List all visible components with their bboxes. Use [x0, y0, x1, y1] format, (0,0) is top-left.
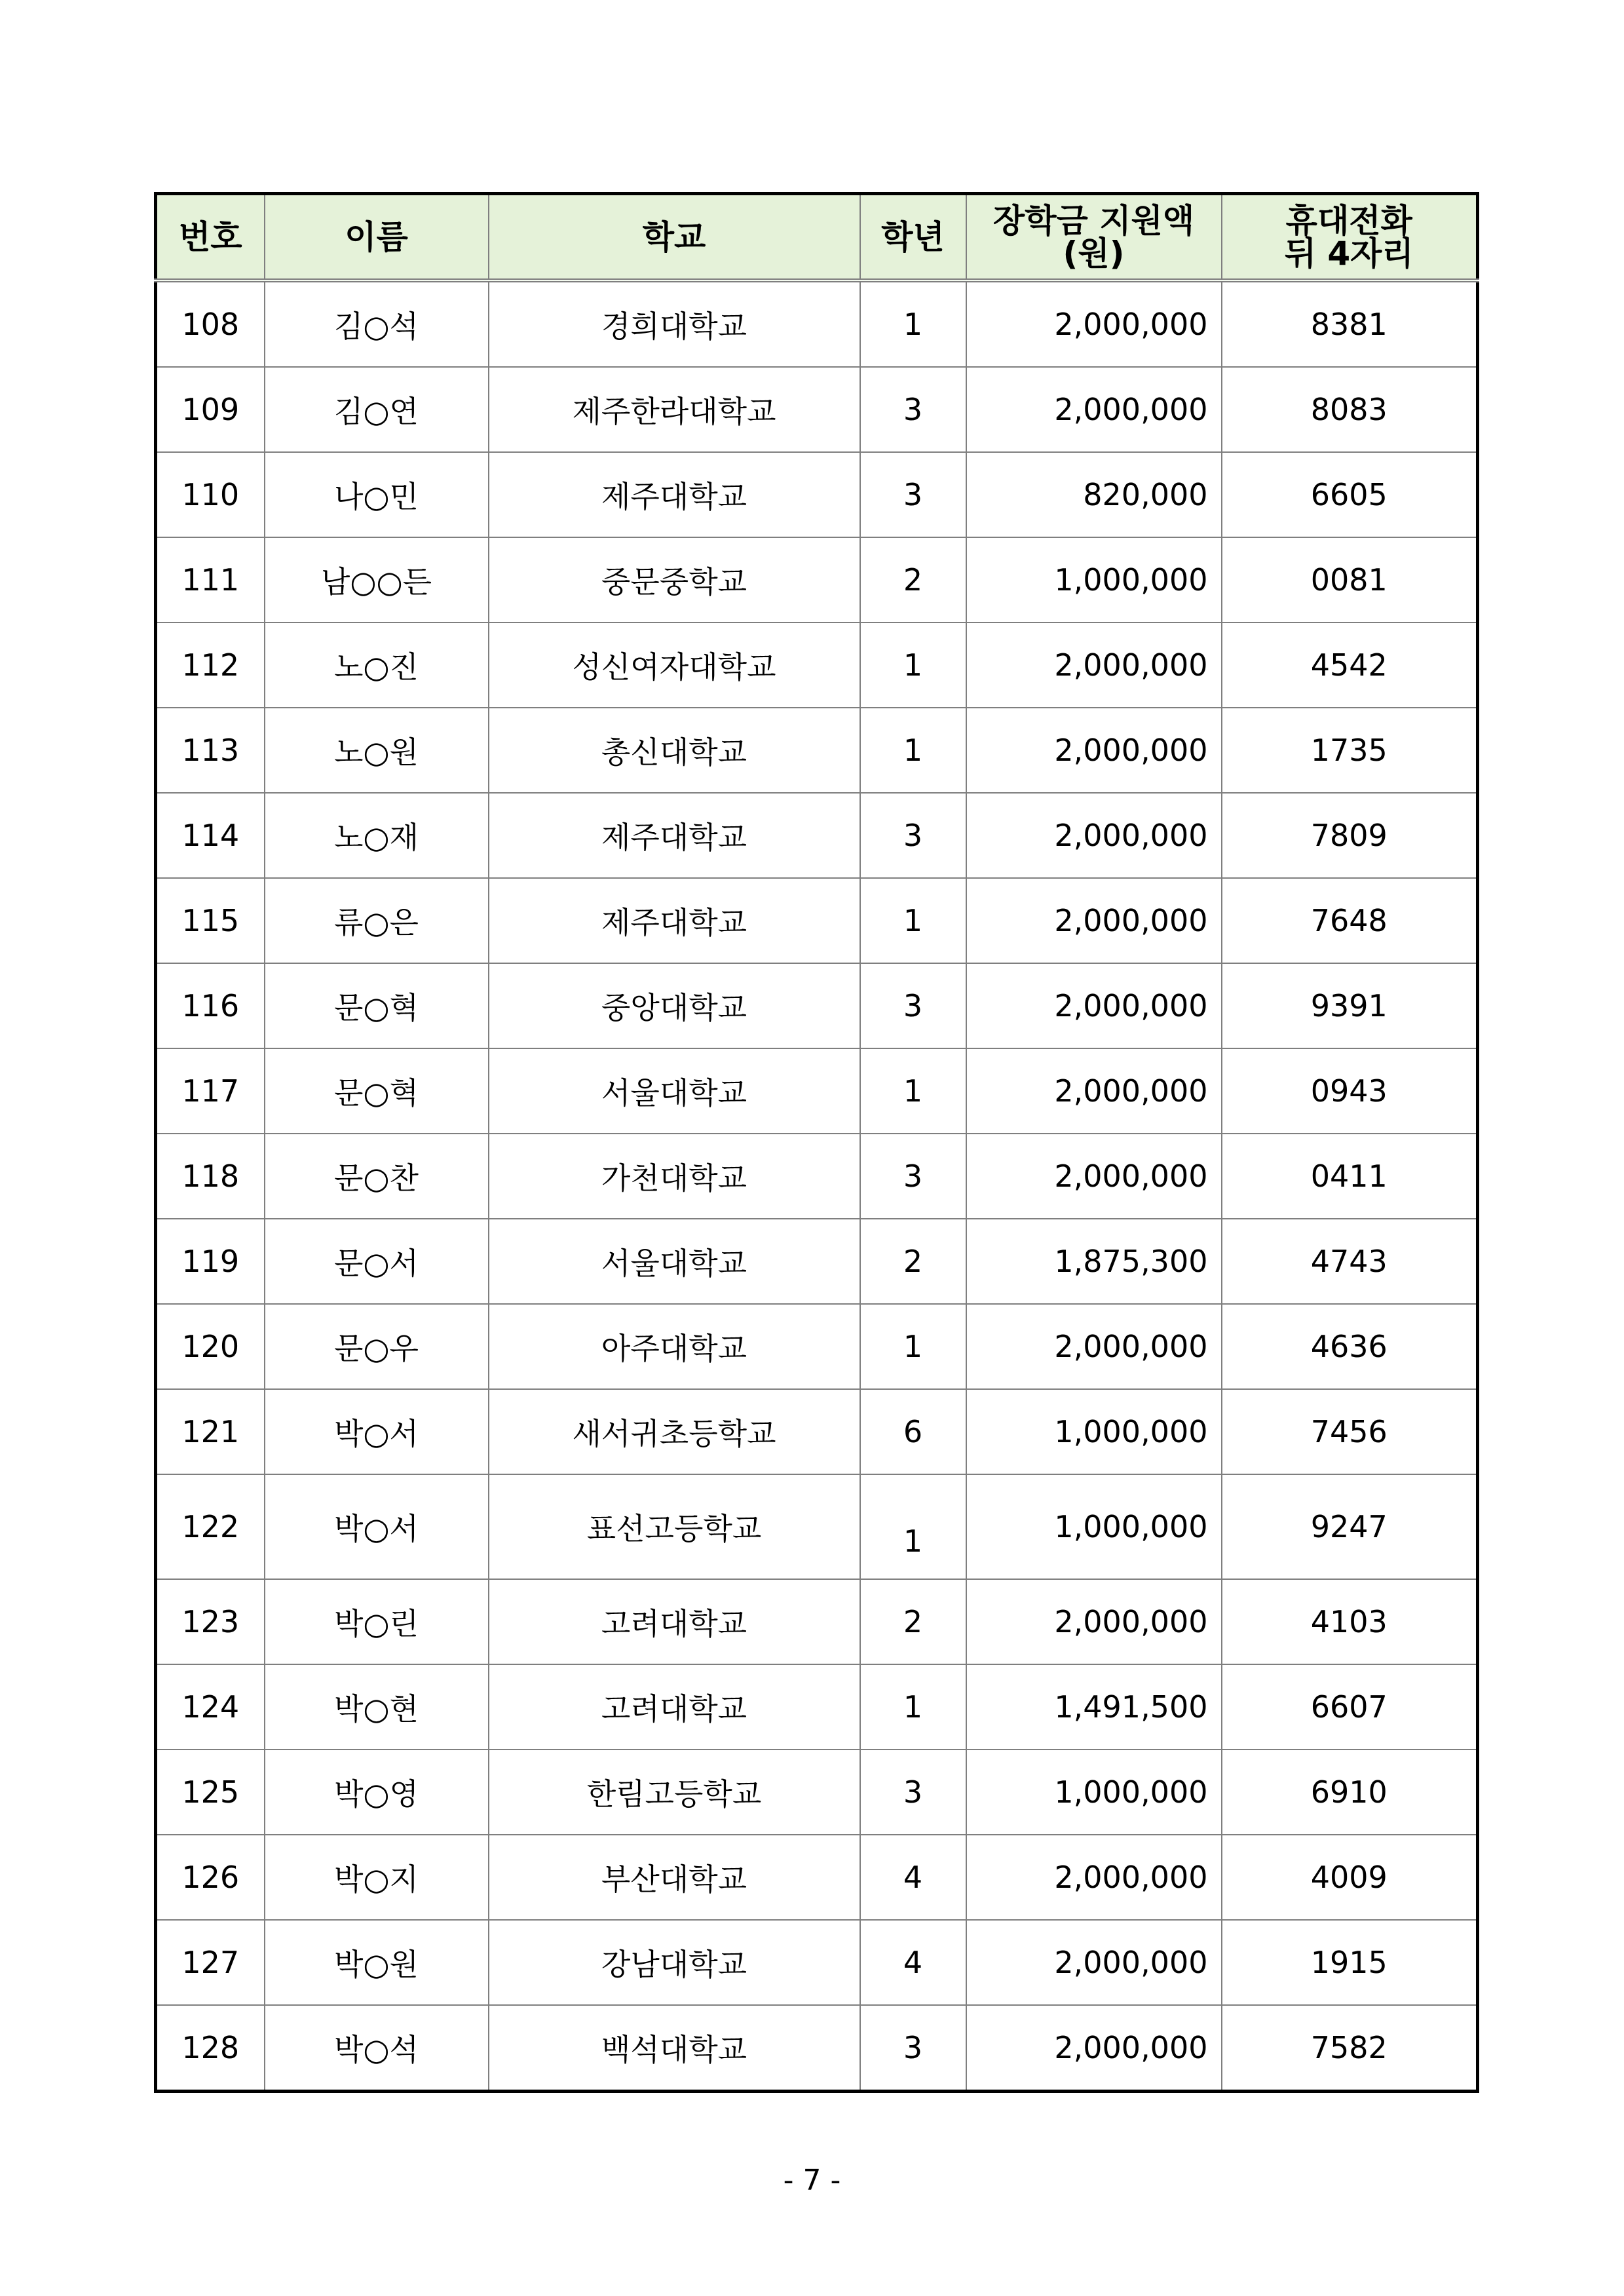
cell-no: 115: [156, 878, 265, 963]
table-row: [156, 1750, 1478, 1835]
scholarship-table: [154, 192, 1479, 2093]
cell-name: 김○연: [265, 367, 489, 452]
cell-grade: 1: [860, 878, 966, 963]
cell-name: 김○석: [265, 280, 489, 367]
cell-no: 121: [156, 1389, 265, 1474]
table-row: [156, 878, 1478, 963]
cell-no: 108: [156, 280, 265, 367]
cell-no: 120: [156, 1304, 265, 1389]
cell-no: 127: [156, 1920, 265, 2005]
cell-grade: 3: [860, 2005, 966, 2092]
cell-amount: 1,000,000: [966, 1389, 1222, 1474]
cell-grade: 1: [860, 280, 966, 367]
cell-grade: 1: [860, 1474, 966, 1579]
cell-name: 문○우: [265, 1304, 489, 1389]
cell-school: 제주대학교: [489, 878, 860, 963]
cell-name: 남○○든: [265, 537, 489, 622]
cell-phone: 1735: [1222, 708, 1478, 793]
cell-school: 총신대학교: [489, 708, 860, 793]
table-row: [156, 1835, 1478, 1920]
cell-no: 117: [156, 1048, 265, 1134]
cell-amount: 2,000,000: [966, 367, 1222, 452]
cell-name: 류○은: [265, 878, 489, 963]
cell-grade: 2: [860, 1219, 966, 1304]
cell-amount: 2,000,000: [966, 1048, 1222, 1134]
cell-no: 113: [156, 708, 265, 793]
cell-name: 문○서: [265, 1219, 489, 1304]
cell-no: 118: [156, 1134, 265, 1219]
cell-no: 126: [156, 1835, 265, 1920]
cell-name: 박○원: [265, 1920, 489, 2005]
cell-amount: 1,491,500: [966, 1664, 1222, 1750]
table-body: [156, 280, 1478, 2092]
cell-no: 125: [156, 1750, 265, 1835]
cell-grade: 3: [860, 793, 966, 878]
cell-grade: 4: [860, 1835, 966, 1920]
cell-name: 박○서: [265, 1389, 489, 1474]
cell-amount: 2,000,000: [966, 1835, 1222, 1920]
table-row: [156, 963, 1478, 1048]
cell-name: 나○민: [265, 452, 489, 537]
table-header-row: [156, 194, 1478, 281]
cell-no: 128: [156, 2005, 265, 2092]
cell-grade: 1: [860, 708, 966, 793]
header-phone: [1222, 194, 1478, 281]
cell-phone: 9247: [1222, 1474, 1478, 1579]
cell-school: 서울대학교: [489, 1048, 860, 1134]
cell-name: 노○진: [265, 622, 489, 708]
cell-school: 부산대학교: [489, 1835, 860, 1920]
cell-school: 강남대학교: [489, 1920, 860, 2005]
cell-grade: 4: [860, 1920, 966, 2005]
cell-school: 제주대학교: [489, 452, 860, 537]
cell-grade: 1: [860, 1664, 966, 1750]
cell-phone: 8381: [1222, 280, 1478, 367]
cell-phone: 6607: [1222, 1664, 1478, 1750]
cell-phone: 7456: [1222, 1389, 1478, 1474]
table-row: [156, 1134, 1478, 1219]
cell-grade: 3: [860, 963, 966, 1048]
cell-no: 123: [156, 1579, 265, 1664]
header-phone-line1: 휴대전화: [1285, 201, 1412, 240]
cell-amount: 2,000,000: [966, 1304, 1222, 1389]
cell-no: 110: [156, 452, 265, 537]
cell-grade: 3: [860, 1134, 966, 1219]
cell-school: 백석대학교: [489, 2005, 860, 2092]
cell-school: 고려대학교: [489, 1579, 860, 1664]
cell-no: 112: [156, 622, 265, 708]
cell-school: 중문중학교: [489, 537, 860, 622]
header-name: 이름: [265, 194, 489, 281]
cell-amount: 2,000,000: [966, 280, 1222, 367]
table-row: [156, 1579, 1478, 1664]
cell-grade: 1: [860, 1304, 966, 1389]
header-phone-line2: 뒤 4자리: [1284, 234, 1414, 273]
cell-amount: 2,000,000: [966, 1134, 1222, 1219]
cell-phone: 4103: [1222, 1579, 1478, 1664]
cell-amount: 1,000,000: [966, 537, 1222, 622]
cell-phone: 6605: [1222, 452, 1478, 537]
cell-amount: 2,000,000: [966, 963, 1222, 1048]
cell-school: 제주한라대학교: [489, 367, 860, 452]
cell-amount: 820,000: [966, 452, 1222, 537]
cell-no: 114: [156, 793, 265, 878]
cell-no: 111: [156, 537, 265, 622]
cell-phone: 0943: [1222, 1048, 1478, 1134]
cell-name: 노○원: [265, 708, 489, 793]
cell-phone: 4542: [1222, 622, 1478, 708]
table-row: [156, 1389, 1478, 1474]
header-school: 학교: [489, 194, 860, 281]
cell-amount: 2,000,000: [966, 2005, 1222, 2092]
cell-school: 새서귀초등학교: [489, 1389, 860, 1474]
cell-school: 아주대학교: [489, 1304, 860, 1389]
cell-name: 노○재: [265, 793, 489, 878]
cell-name: 박○영: [265, 1750, 489, 1835]
cell-name: 박○현: [265, 1664, 489, 1750]
table-row: [156, 1474, 1478, 1579]
cell-phone: 4636: [1222, 1304, 1478, 1389]
table-row: [156, 1219, 1478, 1304]
cell-amount: 2,000,000: [966, 1579, 1222, 1664]
cell-school: 중앙대학교: [489, 963, 860, 1048]
table-row: [156, 2005, 1478, 2092]
cell-phone: 0411: [1222, 1134, 1478, 1219]
table-row: [156, 1920, 1478, 2005]
cell-name: 박○석: [265, 2005, 489, 2092]
cell-no: 116: [156, 963, 265, 1048]
cell-grade: 2: [860, 1579, 966, 1664]
table-row: [156, 367, 1478, 452]
table-row: [156, 793, 1478, 878]
cell-name: 문○혁: [265, 963, 489, 1048]
header-amount-line2: (원): [1063, 234, 1125, 273]
cell-no: 119: [156, 1219, 265, 1304]
cell-name: 박○지: [265, 1835, 489, 1920]
cell-name: 문○찬: [265, 1134, 489, 1219]
cell-grade: 2: [860, 537, 966, 622]
cell-school: 가천대학교: [489, 1134, 860, 1219]
cell-phone: 4009: [1222, 1835, 1478, 1920]
header-no: 번호: [156, 194, 265, 281]
cell-phone: 7809: [1222, 793, 1478, 878]
cell-amount: 2,000,000: [966, 708, 1222, 793]
cell-school: 서울대학교: [489, 1219, 860, 1304]
cell-grade: 1: [860, 1048, 966, 1134]
cell-name: 문○혁: [265, 1048, 489, 1134]
cell-grade: 1: [860, 622, 966, 708]
page-number: - 7 -: [783, 2164, 841, 2197]
cell-phone: 7648: [1222, 878, 1478, 963]
cell-school: 성신여자대학교: [489, 622, 860, 708]
cell-amount: 1,000,000: [966, 1750, 1222, 1835]
cell-phone: 4743: [1222, 1219, 1478, 1304]
cell-phone: 8083: [1222, 367, 1478, 452]
table-row: [156, 622, 1478, 708]
cell-no: 122: [156, 1474, 265, 1579]
cell-school: 고려대학교: [489, 1664, 860, 1750]
cell-amount: 2,000,000: [966, 793, 1222, 878]
cell-phone: 7582: [1222, 2005, 1478, 2092]
cell-phone: 6910: [1222, 1750, 1478, 1835]
cell-amount: 2,000,000: [966, 622, 1222, 708]
table-row: [156, 708, 1478, 793]
table-row: [156, 1048, 1478, 1134]
cell-grade: 6: [860, 1389, 966, 1474]
header-amount: [966, 194, 1222, 281]
header-grade: 학년: [860, 194, 966, 281]
table-row: [156, 452, 1478, 537]
cell-school: 제주대학교: [489, 793, 860, 878]
cell-amount: 2,000,000: [966, 878, 1222, 963]
cell-no: 124: [156, 1664, 265, 1750]
cell-school: 경희대학교: [489, 280, 860, 367]
table-row: [156, 1664, 1478, 1750]
cell-amount: 1,875,300: [966, 1219, 1222, 1304]
cell-grade: 3: [860, 367, 966, 452]
table-row: [156, 537, 1478, 622]
table-row: [156, 280, 1478, 367]
cell-school: 표선고등학교: [489, 1474, 860, 1579]
cell-grade: 3: [860, 1750, 966, 1835]
cell-grade: 3: [860, 452, 966, 537]
cell-school: 한림고등학교: [489, 1750, 860, 1835]
cell-phone: 9391: [1222, 963, 1478, 1048]
cell-phone: 1915: [1222, 1920, 1478, 2005]
cell-phone: 0081: [1222, 537, 1478, 622]
header-amount-line1: 장학금 지원액: [992, 201, 1195, 240]
cell-name: 박○서: [265, 1474, 489, 1579]
table-row: [156, 1304, 1478, 1389]
cell-no: 109: [156, 367, 265, 452]
cell-name: 박○린: [265, 1579, 489, 1664]
cell-amount: 2,000,000: [966, 1920, 1222, 2005]
cell-amount: 1,000,000: [966, 1474, 1222, 1579]
